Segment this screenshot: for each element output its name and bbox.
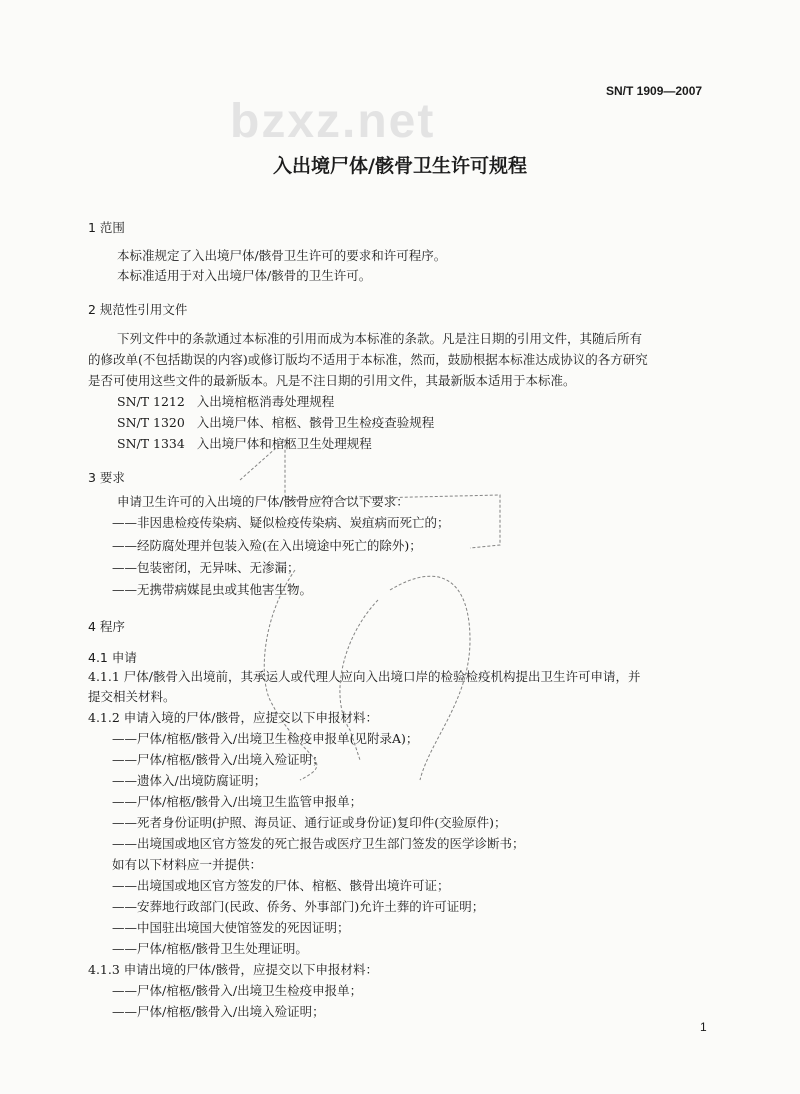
paragraph: 的修改单(不包括勘误的内容)或修订版均不适用于本标准，然而，鼓励根据本标准达成协议的各方研究 — [88, 352, 648, 367]
paragraph: 是否可使用这些文件的最新版本。凡是不注日期的引用文件，其最新版本适用于本标准。 — [88, 373, 576, 388]
list-item: ——非因患检疫传染病、疑似检疫传染病、炭疽病而死亡的； — [112, 515, 450, 530]
reference-item — [117, 415, 434, 431]
paragraph: 4.1.2 申请入境的尸体/骸骨，应提交以下申报材料： — [88, 710, 378, 725]
list-item: ——尸体/棺柩/骸骨卫生处理证明。 — [112, 941, 308, 956]
paragraph: 提交相关材料。 — [88, 689, 176, 704]
section-2-heading: 2 规范性引用文件 — [88, 302, 188, 317]
paragraph: 本标准规定了入出境尸体/骸骨卫生许可的要求和许可程序。 — [117, 248, 447, 263]
list-item: ——包装密闭，无异味、无渗漏； — [112, 560, 300, 575]
list-item: ——安葬地行政部门(民政、侨务、外事部门)允许土葬的许可证明； — [112, 899, 485, 914]
list-item: ——尸体/棺柩/骸骨入/出境入殓证明； — [112, 1004, 325, 1019]
list-item: ——尸体/棺柩/骸骨入/出境卫生检疫申报单； — [112, 983, 363, 998]
reference-item — [117, 394, 334, 410]
list-item: ——遗体入/出境防腐证明； — [112, 773, 267, 788]
list-item: ——尸体/棺柩/骸骨入/出境入殓证明； — [112, 752, 325, 767]
paragraph: 4.1.1 尸体/骸骨入出境前，其承运人或代理人应向入出境口岸的检验检疫机构提出卫生许可申请，并 — [88, 669, 641, 684]
paragraph: 如有以下材料应一并提供： — [112, 857, 263, 872]
page-number: 1 — [700, 1020, 707, 1034]
reference-code: SN/T 1334 — [117, 436, 185, 451]
section-3-heading: 3 要求 — [88, 470, 125, 485]
reference-title: 入出境尸体和棺柩卫生处理规程 — [196, 436, 372, 451]
list-item: ——出境国或地区官方签发的死亡报告或医疗卫生部门签发的医学诊断书； — [112, 836, 525, 851]
section-4-heading: 4 程序 — [88, 619, 125, 634]
reference-item — [117, 436, 372, 452]
list-item: ——死者身份证明(护照、海员证、通行证或身份证)复印件(交验原件)； — [112, 815, 507, 830]
paragraph: 下列文件中的条款通过本标准的引用而成为本标准的条款。凡是注日期的引用文件，其随后所有 — [117, 331, 643, 346]
section-4-1-heading: 4.1 申请 — [88, 650, 137, 665]
list-item: ——尸体/棺柩/骸骨入/出境卫生检疫申报单(见附录A)； — [112, 731, 419, 746]
document-title: 入出境尸体/骸骨卫生许可规程 — [273, 155, 527, 177]
section-1-heading: 1 范围 — [88, 220, 125, 235]
list-item: ——尸体/棺柩/骸骨入/出境卫生监管申报单； — [112, 794, 363, 809]
reference-title: 入出境尸体、棺柩、骸骨卫生检疫查验规程 — [196, 415, 435, 430]
paragraph: 申请卫生许可的入出境的尸体/骸骨应符合以下要求： — [117, 494, 409, 509]
watermark: bzxz.net — [230, 95, 436, 148]
reference-code: SN/T 1320 — [117, 415, 185, 430]
list-item: ——出境国或地区官方签发的尸体、棺柩、骸骨出境许可证； — [112, 878, 450, 893]
standard-number: SN/T 1909—2007 — [606, 84, 703, 98]
paragraph: 4.1.3 申请出境的尸体/骸骨，应提交以下申报材料： — [88, 962, 378, 977]
reference-code: SN/T 1212 — [117, 394, 185, 409]
reference-title: 入出境棺柩消毒处理规程 — [196, 394, 335, 409]
list-item: ——经防腐处理并包装入殓(在入出境途中死亡的除外)； — [112, 538, 422, 553]
list-item: ——中国驻出境国大使馆签发的死因证明； — [112, 920, 350, 935]
paragraph: 本标准适用于对入出境尸体/骸骨的卫生许可。 — [117, 268, 372, 283]
list-item: ——无携带病媒昆虫或其他害生物。 — [112, 582, 313, 597]
